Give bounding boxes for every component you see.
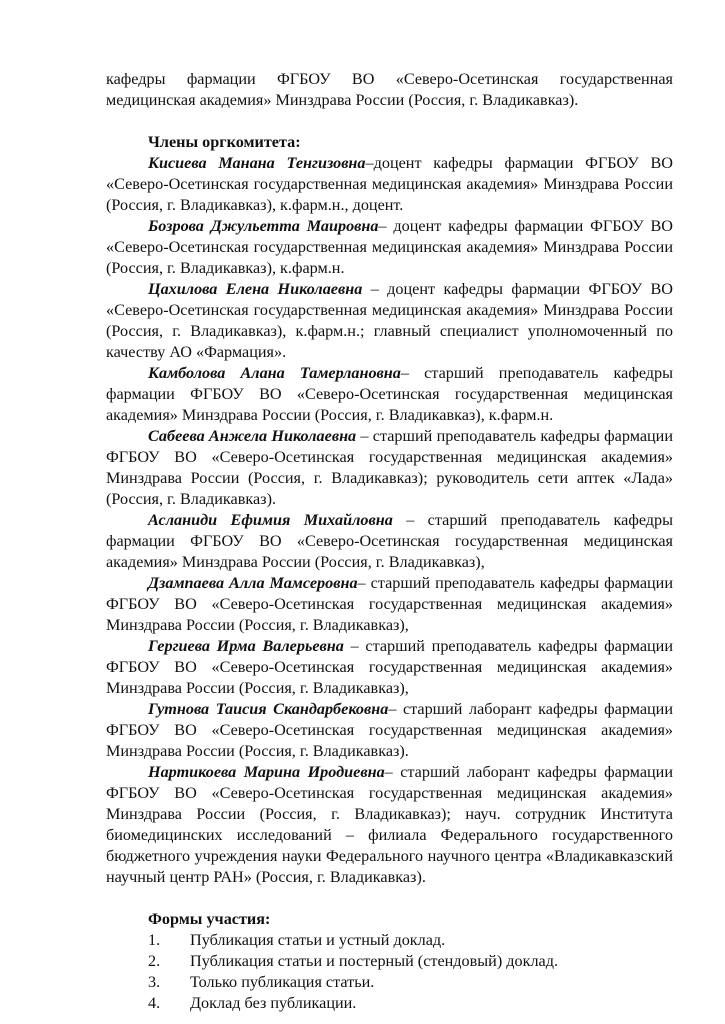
list-text: Публикация статьи и постерный (стендовый) доклад.: [190, 952, 558, 970]
member-name: Нартикоева Марина Иродиевна: [148, 763, 385, 781]
member-name: Бозрова Джульетта Маировна: [148, 217, 379, 235]
committee-member: [106, 573, 673, 636]
committee-member: [106, 510, 673, 573]
committee-member: [106, 216, 673, 279]
committee-member: [106, 636, 673, 699]
committee-member: [106, 279, 673, 363]
committee-member: [106, 699, 673, 762]
committee-member: [106, 153, 673, 216]
committee-member: [106, 363, 673, 426]
member-description: – старший преподаватель кафедры фармации ФГБОУ ВО «Северо-Осетинская государственная медицинская академия» Минздрава России (Россия, г. Владикавказ),: [106, 574, 673, 634]
member-description: – доцент кафедры фармации ФГБОУ ВО «Северо-Осетинская государственная медицинская академия» Минздрава России (Россия, г. Владикавказ), к.фарм.н.; главный специалист уполномоченный по качеству АО «Фармация».: [106, 280, 673, 361]
member-name: Кисиева Манана Тенгизовна: [148, 154, 366, 172]
intro-paragraph: кафедры фармации ФГБОУ ВО «Северо-Осетинская государственная медицинская академия» Минздрава России (Россия, г. Владикавказ).: [106, 70, 673, 109]
member-name: Цахилова Елена Николаевна: [148, 280, 363, 298]
member-description: – старший преподаватель кафедры фармации ФГБОУ ВО «Северо-Осетинская государственная медицинская академия» Минздрава России (Россия, г. Владикавказ),: [106, 511, 673, 571]
committee-member: [106, 426, 673, 510]
spacer: [106, 888, 673, 909]
list-number: 4.: [148, 994, 161, 1012]
participation-heading: Формы участия:: [148, 910, 271, 928]
member-name: Камболова Алана Тамерлановна: [148, 364, 401, 382]
spacer: [106, 111, 673, 132]
member-name: Гутнова Таисия Скандарбековна: [148, 700, 389, 718]
list-item: [106, 993, 673, 1014]
committee-heading: Члены оргкомитета:: [148, 133, 301, 151]
list-text: Доклад без публикации.: [190, 994, 357, 1012]
member-description: – старший преподаватель кафедры фармации ФГБОУ ВО «Северо-Осетинская государственная медицинская академия» Минздрава России (Россия, г. Владикавказ),: [106, 637, 674, 697]
list-number: 1.: [148, 931, 161, 949]
member-description: – доцент кафедры фармации ФГБОУ ВО «Северо-Осетинская государственная медицинская академия» Минздрава России (Россия, г. Владикавказ), к.фарм.н.: [106, 217, 673, 277]
participation-list: [106, 930, 673, 1014]
list-item: [106, 930, 673, 951]
member-name: Сабеева Анжела Николаевна: [148, 427, 357, 445]
list-number: 3.: [148, 973, 161, 991]
member-description: – старший лаборант кафедры фармации ФГБОУ ВО «Северо-Осетинская государственная медицинская академия» Минздрава России (Россия, г. Владикавказ); науч. сотрудник Института биомедицинских исследований – филиала Федерального государственного бюджетного учреждения науки Федерального научного центра «Владикавказский научный центр РАН» (Россия, г. Владикавказ).: [106, 763, 673, 886]
member-description: – старший преподаватель кафедры фармации ФГБОУ ВО «Северо-Осетинская государственная медицинская академия» Минздрава России (Россия, г. Владикавказ), к.фарм.н.: [106, 364, 673, 424]
committee-member: [106, 762, 673, 888]
list-item: [106, 951, 673, 972]
member-description: – старший преподаватель кафедры фармации ФГБОУ ВО «Северо-Осетинская государственная медицинская академия» Минздрава России (Россия, г. Владикавказ); руководитель сети аптек «Лада» (Россия, г. Владикавказ).: [106, 427, 674, 508]
list-number: 2.: [148, 952, 161, 970]
document-page: [106, 69, 673, 1014]
member-name: Гергиева Ирма Валерьевна: [148, 637, 344, 655]
member-description: –доцент кафедры фармации ФГБОУ ВО «Северо-Осетинская государственная медицинская академия» Минздрава России (Россия, г. Владикавказ), к.фарм.н., доцент.: [106, 154, 673, 214]
list-text: Публикация статьи и устный доклад.: [190, 931, 446, 949]
member-name: Асланиди Ефимия Михайловна: [148, 511, 393, 529]
list-text: Только публикация статьи.: [190, 973, 375, 991]
member-name: Дзампаева Алла Мамсеровна: [148, 574, 358, 592]
member-description: – старший лаборант кафедры фармации ФГБОУ ВО «Северо-Осетинская государственная медицинская академия» Минздрава России (Россия, г. Владикавказ).: [106, 700, 673, 760]
list-item: [106, 972, 673, 993]
